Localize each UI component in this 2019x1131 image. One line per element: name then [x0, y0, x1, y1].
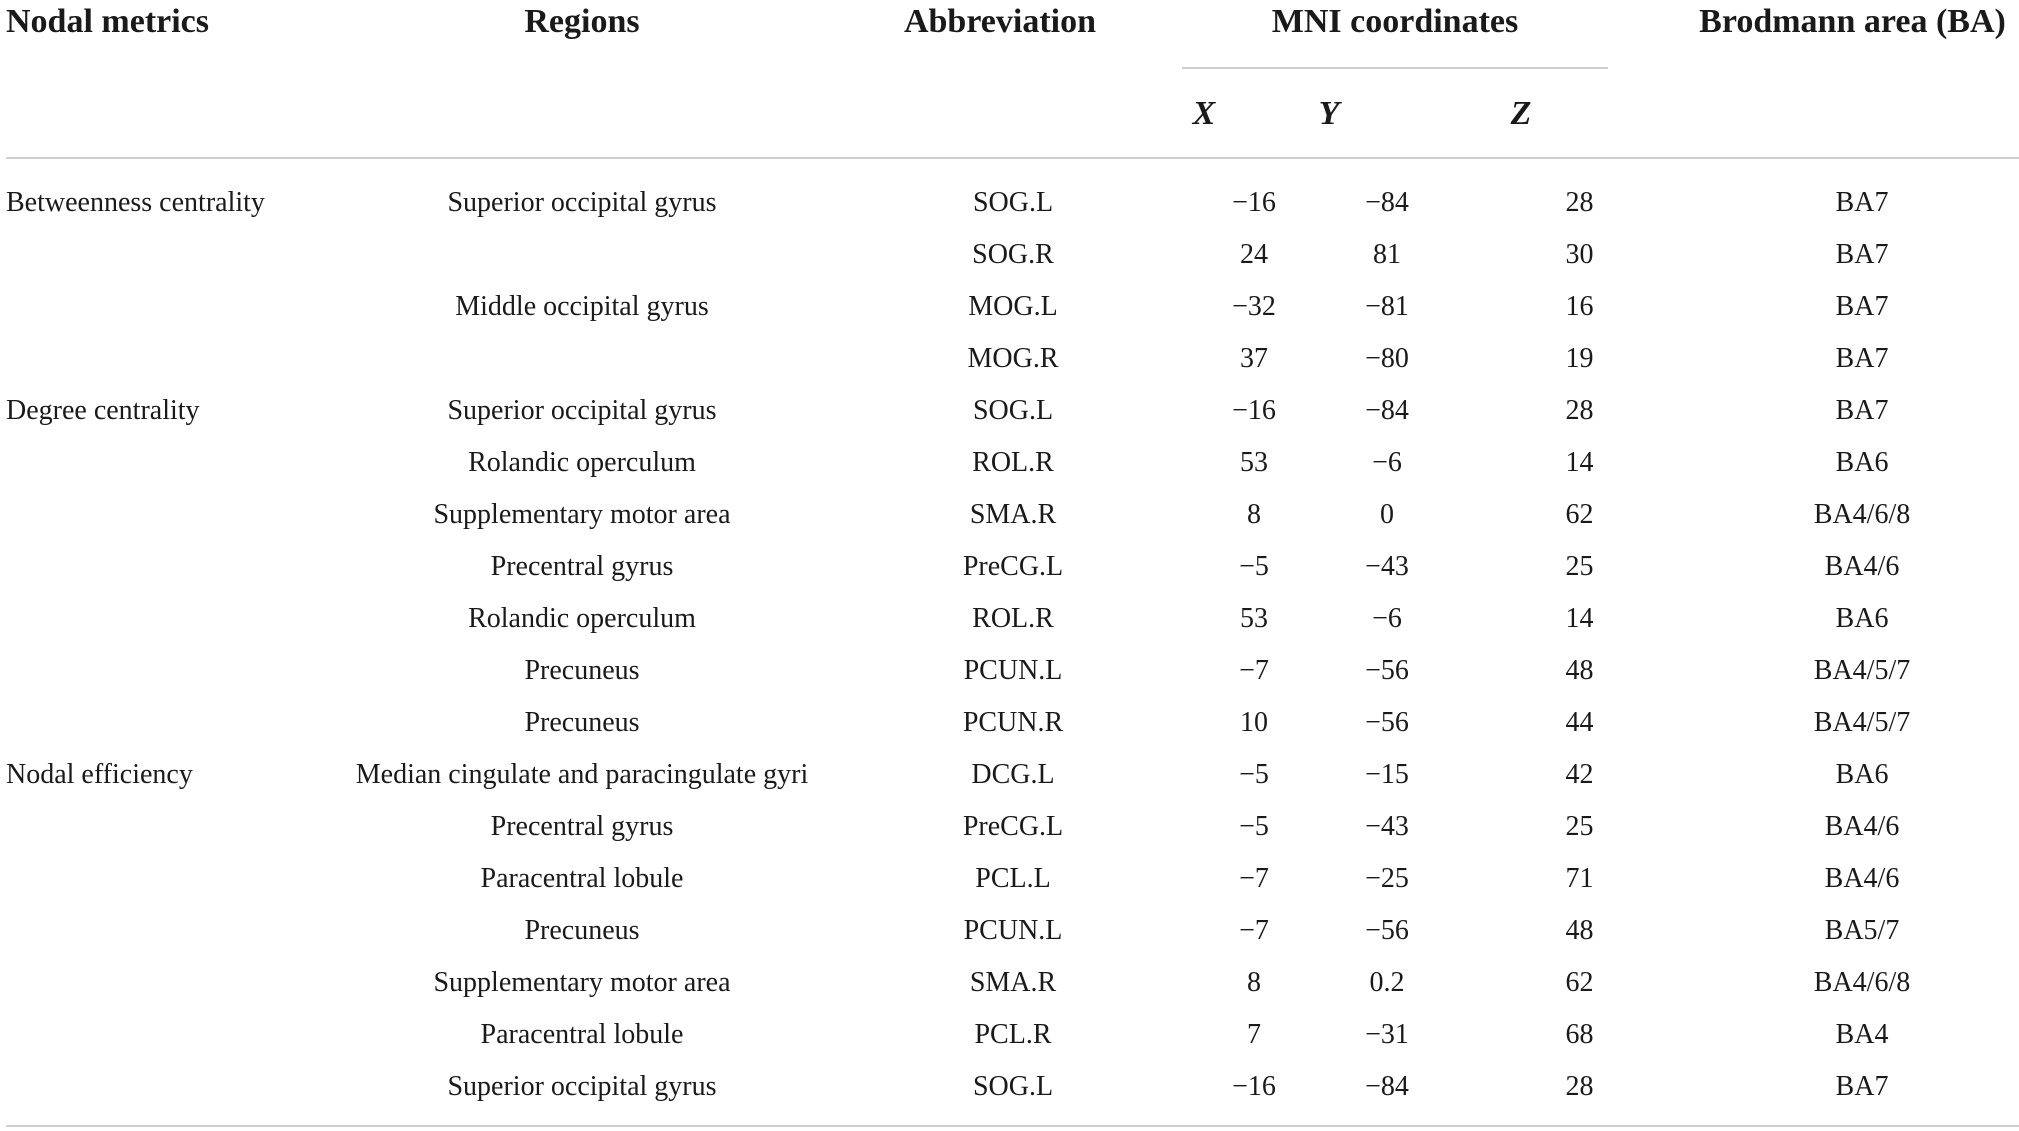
z-coordinate-cell: 28 [1565, 187, 1594, 218]
brodmann-area-cell: BA4/6 [1824, 551, 1900, 582]
brodmann-area-cell: BA4/6 [1824, 811, 1900, 842]
header-abbreviation: Abbreviation [903, 3, 1097, 40]
brodmann-area-cell: BA7 [1835, 239, 1889, 270]
abbreviation-cell: ROL.R [972, 447, 1054, 478]
metric-cell [0, 853, 326, 905]
metric-cell [0, 801, 326, 853]
abbreviation-cell: SOG.R [972, 239, 1054, 270]
x-coordinate-cell: −16 [1232, 187, 1276, 218]
y-coordinate-cell: 0 [1380, 499, 1394, 530]
metric-cell [0, 489, 326, 541]
table-row [0, 281, 2019, 333]
y-coordinate-cell: 81 [1373, 239, 1401, 270]
abbreviation-cell: ROL.R [972, 603, 1054, 634]
header-bottom-rule [6, 157, 2019, 159]
table-row [0, 1009, 2019, 1061]
x-coordinate-cell: −7 [1239, 863, 1269, 894]
header-mni-coordinates: MNI coordinates [1271, 3, 1519, 40]
header-z: Z [1510, 95, 1532, 132]
x-coordinate-cell: 10 [1240, 707, 1268, 738]
y-coordinate-cell: −43 [1365, 811, 1409, 842]
table-row [0, 1061, 2019, 1113]
region-cell: Median cingulate and paracingulate gyri [355, 759, 809, 790]
z-coordinate-cell: 14 [1565, 447, 1594, 478]
y-coordinate-cell: −56 [1365, 707, 1409, 738]
y-coordinate-cell: −15 [1365, 759, 1409, 790]
x-coordinate-cell: −7 [1239, 655, 1269, 686]
y-coordinate-cell: −56 [1365, 655, 1409, 686]
x-coordinate-cell: −5 [1239, 811, 1269, 842]
metric-cell [0, 541, 326, 593]
x-coordinate-cell: 37 [1240, 343, 1268, 374]
brodmann-area-cell: BA4 [1835, 1019, 1889, 1050]
table-row [0, 333, 2019, 385]
table-row [0, 541, 2019, 593]
z-coordinate-cell: 19 [1565, 343, 1594, 374]
y-coordinate-cell: −56 [1365, 915, 1409, 946]
metric-cell [0, 645, 326, 697]
y-coordinate-cell: −81 [1365, 291, 1409, 322]
z-coordinate-cell: 25 [1565, 811, 1594, 842]
region-cell: Superior occipital gyrus [447, 395, 717, 426]
x-coordinate-cell: 24 [1240, 239, 1268, 270]
abbreviation-cell: PCL.L [975, 863, 1051, 894]
abbreviation-cell: PreCG.L [962, 551, 1064, 582]
z-coordinate-cell: 16 [1565, 291, 1594, 322]
region-cell [326, 229, 838, 281]
metric-cell: Degree centrality [6, 395, 200, 426]
region-cell: Middle occipital gyrus [455, 291, 709, 322]
region-cell [326, 333, 838, 385]
region-cell: Superior occipital gyrus [447, 187, 717, 218]
metric-cell [0, 229, 326, 281]
brodmann-area-cell: BA4/5/7 [1813, 655, 1911, 686]
table-row [0, 593, 2019, 645]
region-cell: Supplementary motor area [433, 967, 731, 998]
region-cell: Supplementary motor area [433, 499, 731, 530]
abbreviation-cell: DCG.L [971, 759, 1055, 790]
brodmann-area-cell: BA6 [1835, 447, 1889, 478]
brodmann-area-cell: BA4/6 [1824, 863, 1900, 894]
abbreviation-cell: MOG.R [967, 343, 1059, 374]
y-coordinate-cell: −80 [1365, 343, 1409, 374]
region-cell: Precuneus [524, 655, 640, 686]
brodmann-area-cell: BA4/6/8 [1813, 967, 1911, 998]
region-cell: Precuneus [524, 707, 640, 738]
brodmann-area-cell: BA7 [1835, 343, 1889, 374]
y-coordinate-cell: −6 [1372, 603, 1402, 634]
region-cell: Rolandic operculum [468, 603, 696, 634]
z-coordinate-cell: 71 [1565, 863, 1594, 894]
abbreviation-cell: MOG.L [968, 291, 1058, 322]
y-coordinate-cell: −6 [1372, 447, 1402, 478]
z-coordinate-cell: 62 [1565, 499, 1594, 530]
table-row [0, 749, 2019, 801]
brodmann-area-cell: BA7 [1835, 1071, 1889, 1102]
y-coordinate-cell: −31 [1365, 1019, 1409, 1050]
abbreviation-cell: SMA.R [969, 967, 1057, 998]
table-row [0, 385, 2019, 437]
x-coordinate-cell: −16 [1232, 1071, 1276, 1102]
x-coordinate-cell: 53 [1240, 447, 1268, 478]
region-cell: Precentral gyrus [490, 551, 674, 582]
table-row [0, 489, 2019, 541]
z-coordinate-cell: 44 [1565, 707, 1594, 738]
header-nodal-metrics: Nodal metrics [6, 3, 210, 40]
z-coordinate-cell: 68 [1565, 1019, 1594, 1050]
results-table-body [0, 177, 2019, 1113]
z-coordinate-cell: 42 [1565, 759, 1594, 790]
z-coordinate-cell: 62 [1565, 967, 1594, 998]
table-row [0, 229, 2019, 281]
z-coordinate-cell: 48 [1565, 915, 1594, 946]
y-coordinate-cell: −25 [1365, 863, 1409, 894]
x-coordinate-cell: 8 [1247, 499, 1261, 530]
table-row [0, 801, 2019, 853]
metric-cell: Nodal efficiency [6, 759, 193, 790]
x-coordinate-cell: 8 [1247, 967, 1261, 998]
z-coordinate-cell: 48 [1565, 655, 1594, 686]
y-coordinate-cell: −84 [1365, 395, 1409, 426]
y-coordinate-cell: −43 [1365, 551, 1409, 582]
region-cell: Paracentral lobule [480, 1019, 684, 1050]
y-coordinate-cell: −84 [1365, 1071, 1409, 1102]
metric-cell [0, 1009, 326, 1061]
table-bottom-rule [6, 1125, 2019, 1127]
x-coordinate-cell: −32 [1232, 291, 1276, 322]
metric-cell [0, 957, 326, 1009]
brodmann-area-cell: BA6 [1835, 603, 1889, 634]
x-coordinate-cell: −16 [1232, 395, 1276, 426]
brodmann-area-cell: BA7 [1835, 291, 1889, 322]
region-cell: Paracentral lobule [480, 863, 684, 894]
header-brodmann-area: Brodmann area (BA) [1699, 3, 2006, 40]
x-coordinate-cell: 7 [1247, 1019, 1261, 1050]
abbreviation-cell: SMA.R [969, 499, 1057, 530]
region-cell: Superior occipital gyrus [447, 1071, 717, 1102]
abbreviation-cell: SOG.L [972, 395, 1054, 426]
y-coordinate-cell: −84 [1365, 187, 1409, 218]
abbreviation-cell: PCL.R [974, 1019, 1052, 1050]
z-coordinate-cell: 14 [1565, 603, 1594, 634]
x-coordinate-cell: −5 [1239, 759, 1269, 790]
mni-header-rule [1182, 67, 1608, 69]
abbreviation-cell: PCUN.L [963, 655, 1063, 686]
abbreviation-cell: SOG.L [972, 187, 1054, 218]
table-row [0, 853, 2019, 905]
z-coordinate-cell: 25 [1565, 551, 1594, 582]
region-cell: Precentral gyrus [490, 811, 674, 842]
metric-cell [0, 281, 326, 333]
brodmann-area-cell: BA7 [1835, 187, 1889, 218]
z-coordinate-cell: 28 [1565, 1071, 1594, 1102]
table-row [0, 437, 2019, 489]
metric-cell [0, 593, 326, 645]
brodmann-area-cell: BA4/5/7 [1813, 707, 1911, 738]
table-row [0, 177, 2019, 229]
metric-cell [0, 437, 326, 489]
brodmann-area-cell: BA7 [1835, 395, 1889, 426]
header-y: Y [1318, 95, 1340, 132]
table-row [0, 905, 2019, 957]
table-row [0, 645, 2019, 697]
abbreviation-cell: PCUN.L [963, 915, 1063, 946]
x-coordinate-cell: 53 [1240, 603, 1268, 634]
z-coordinate-cell: 30 [1565, 239, 1594, 270]
metric-cell: Betweenness centrality [6, 187, 265, 218]
abbreviation-cell: SOG.L [972, 1071, 1054, 1102]
metric-cell [0, 697, 326, 749]
brodmann-area-cell: BA6 [1835, 759, 1889, 790]
region-cell: Precuneus [524, 915, 640, 946]
abbreviation-cell: PreCG.L [962, 811, 1064, 842]
table-row [0, 957, 2019, 1009]
brodmann-area-cell: BA4/6/8 [1813, 499, 1911, 530]
z-coordinate-cell: 28 [1565, 395, 1594, 426]
header-x: X [1192, 95, 1216, 132]
abbreviation-cell: PCUN.R [962, 707, 1064, 738]
region-cell: Rolandic operculum [468, 447, 696, 478]
metric-cell [0, 1061, 326, 1113]
y-coordinate-cell: 0.2 [1369, 967, 1405, 998]
metric-cell [0, 333, 326, 385]
brodmann-area-cell: BA5/7 [1824, 915, 1900, 946]
header-regions: Regions [524, 3, 640, 40]
x-coordinate-cell: −5 [1239, 551, 1269, 582]
x-coordinate-cell: −7 [1239, 915, 1269, 946]
metric-cell [0, 905, 326, 957]
table-row [0, 697, 2019, 749]
